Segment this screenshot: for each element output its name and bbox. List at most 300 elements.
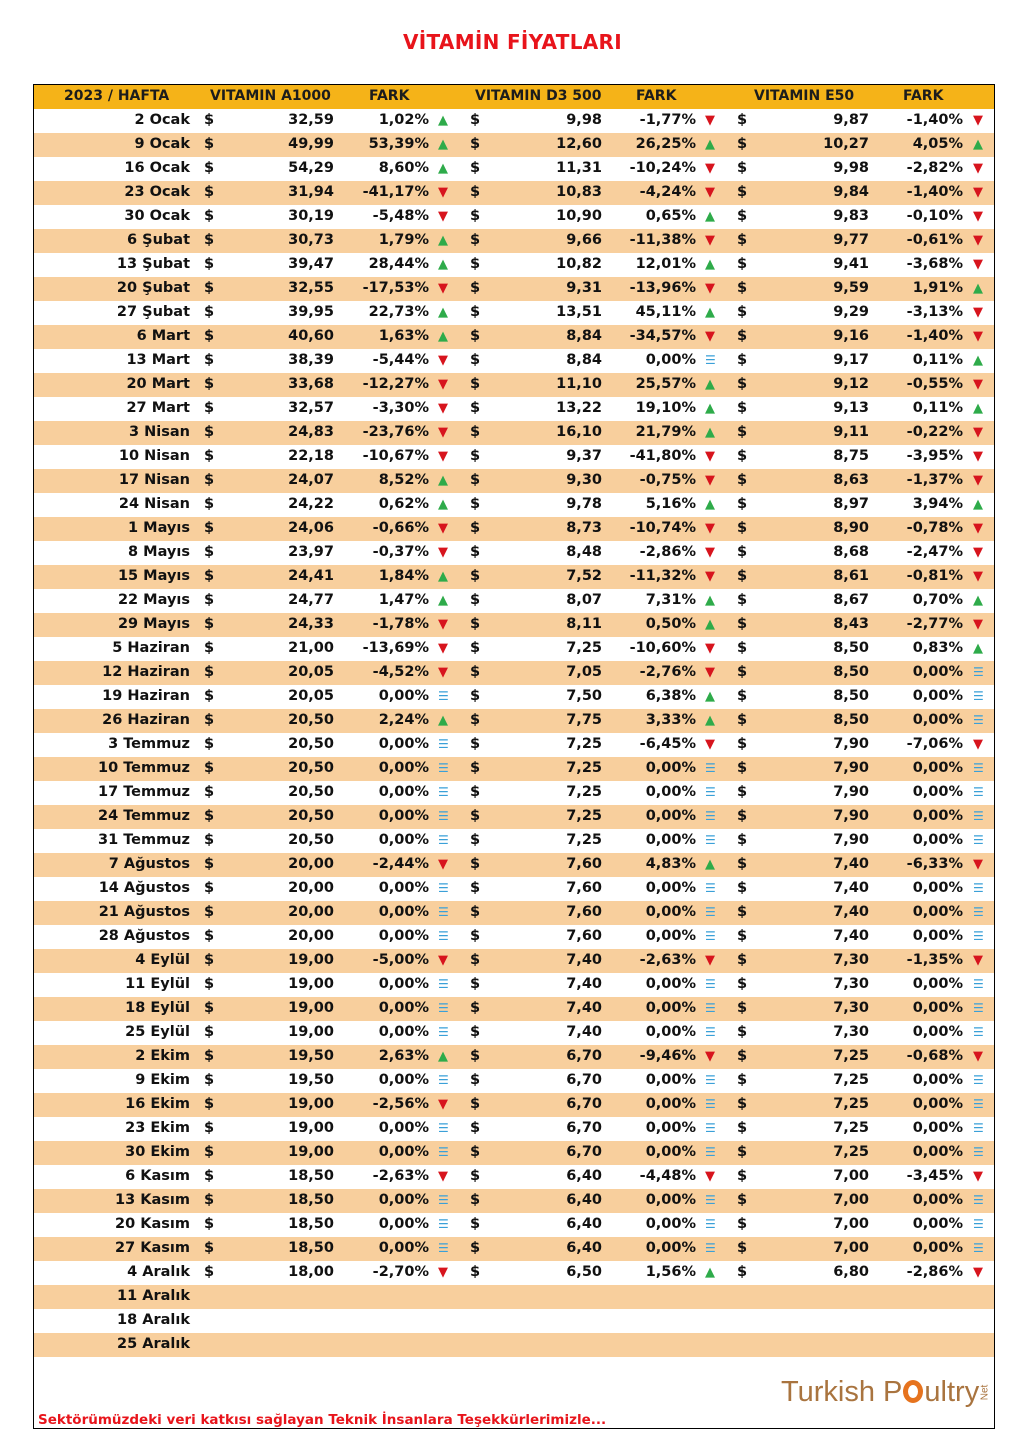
table-row [34,1141,994,1165]
currency-d: $ [470,352,481,368]
week-cell: 16 Ocak [124,160,190,176]
fark-e50: -6,33% [906,856,963,872]
currency-e: $ [737,280,748,296]
fark-d3: -0,75% [639,472,696,488]
equal-lines-icon: ☰ [438,905,449,919]
equal-lines-icon: ☰ [973,785,984,799]
table-row [34,805,994,829]
fark-e50: 0,00% [912,928,963,944]
price-d3: 7,52 [566,568,602,584]
price-a1000: 21,00 [288,640,334,656]
currency-e: $ [737,1120,748,1136]
up-triangle-icon: ▲ [438,497,448,512]
fark-d3: -6,45% [639,736,696,752]
down-triangle-icon: ▼ [438,545,448,560]
price-e50: 8,50 [833,664,869,680]
fark-a1000: -10,67% [362,448,429,464]
page-title: VİTAMİN FİYATLARI [403,30,622,54]
price-d3: 7,25 [566,808,602,824]
week-cell: 6 Kasım [125,1168,190,1184]
currency-d: $ [470,448,481,464]
logo-text-part1: Turkish P [781,1376,903,1408]
fark-a1000: 0,62% [378,496,429,512]
table-row [34,781,994,805]
price-e50: 8,50 [833,640,869,656]
table-row [34,661,994,685]
price-a1000: 18,00 [288,1264,334,1280]
table-header [34,85,994,109]
header-fark-a: FARK [369,88,410,104]
up-triangle-icon: ▲ [438,113,448,128]
price-d3: 8,84 [566,328,602,344]
currency-a: $ [204,1120,215,1136]
fark-d3: 0,00% [645,832,696,848]
week-cell: 2 Ocak [134,112,190,128]
up-triangle-icon: ▲ [705,1265,715,1280]
week-cell: 13 Kasım [115,1192,190,1208]
price-a1000: 30,19 [288,208,334,224]
equal-lines-icon: ☰ [973,1097,984,1111]
week-cell: 8 Mayıs [128,544,190,560]
price-e50: 9,29 [833,304,869,320]
down-triangle-icon: ▼ [973,857,983,872]
fark-d3: 6,38% [645,688,696,704]
currency-d: $ [470,232,481,248]
up-triangle-icon: ▲ [438,233,448,248]
fark-e50: 1,91% [912,280,963,296]
price-d3: 8,84 [566,352,602,368]
price-d3: 6,50 [566,1264,602,1280]
currency-d: $ [470,592,481,608]
header-vitamin-e50: VITAMIN E50 [754,88,855,104]
price-a1000: 24,41 [288,568,334,584]
price-a1000: 38,39 [288,352,334,368]
currency-d: $ [470,496,481,512]
equal-lines-icon: ☰ [438,785,449,799]
equal-lines-icon: ☰ [705,905,716,919]
week-cell: 14 Ağustos [98,880,190,896]
currency-e: $ [737,856,748,872]
fark-d3: 1,56% [645,1264,696,1280]
currency-a: $ [204,448,215,464]
fark-e50: 0,00% [912,760,963,776]
fark-d3: -10,60% [629,640,696,656]
week-cell: 11 Aralık [117,1288,190,1304]
table-row [34,973,994,997]
currency-a: $ [204,160,215,176]
currency-e: $ [737,328,748,344]
down-triangle-icon: ▼ [705,1049,715,1064]
price-a1000: 31,94 [288,184,334,200]
equal-lines-icon: ☰ [438,1001,449,1015]
fark-a1000: 22,73% [368,304,429,320]
price-a1000: 19,00 [288,1000,334,1016]
currency-a: $ [204,664,215,680]
price-d3: 7,60 [566,856,602,872]
price-a1000: 24,33 [288,616,334,632]
equal-lines-icon: ☰ [438,1121,449,1135]
fark-e50: -2,86% [906,1264,963,1280]
price-d3: 7,40 [566,1024,602,1040]
price-a1000: 19,00 [288,1024,334,1040]
currency-a: $ [204,184,215,200]
down-triangle-icon: ▼ [973,233,983,248]
price-a1000: 20,00 [288,928,334,944]
fark-d3: 0,00% [645,976,696,992]
price-e50: 7,25 [833,1120,869,1136]
currency-d: $ [470,688,481,704]
fark-a1000: 0,00% [378,1024,429,1040]
currency-d: $ [470,208,481,224]
up-triangle-icon: ▲ [438,329,448,344]
down-triangle-icon: ▼ [973,185,983,200]
price-a1000: 20,00 [288,904,334,920]
table-row [34,1069,994,1093]
currency-d: $ [470,712,481,728]
currency-a: $ [204,1096,215,1112]
price-e50: 6,80 [833,1264,869,1280]
price-d3: 6,40 [566,1240,602,1256]
fark-d3: 0,00% [645,880,696,896]
price-d3: 8,11 [566,616,602,632]
price-e50: 7,90 [833,808,869,824]
table-row [34,709,994,733]
currency-a: $ [204,976,215,992]
down-triangle-icon: ▼ [438,857,448,872]
equal-lines-icon: ☰ [705,809,716,823]
equal-lines-icon: ☰ [705,1073,716,1087]
currency-a: $ [204,328,215,344]
fark-a1000: 8,60% [378,160,429,176]
fark-e50: 0,00% [912,1144,963,1160]
price-a1000: 19,50 [288,1072,334,1088]
currency-a: $ [204,1240,215,1256]
price-d3: 6,70 [566,1096,602,1112]
currency-d: $ [470,256,481,272]
price-e50: 8,43 [833,616,869,632]
price-d3: 9,30 [566,472,602,488]
price-d3: 7,50 [566,688,602,704]
price-a1000: 32,59 [288,112,334,128]
price-d3: 7,75 [566,712,602,728]
price-a1000: 20,50 [288,712,334,728]
price-d3: 7,60 [566,880,602,896]
table-row [34,1213,994,1237]
header-week: 2023 / HAFTA [64,88,170,104]
currency-d: $ [470,1264,481,1280]
price-a1000: 20,00 [288,856,334,872]
down-triangle-icon: ▼ [438,281,448,296]
fark-e50: -0,81% [906,568,963,584]
price-e50: 7,00 [833,1216,869,1232]
up-triangle-icon: ▲ [973,137,983,152]
up-triangle-icon: ▲ [705,401,715,416]
fark-e50: 0,00% [912,784,963,800]
price-e50: 8,90 [833,520,869,536]
currency-e: $ [737,352,748,368]
down-triangle-icon: ▼ [705,641,715,656]
equal-lines-icon: ☰ [705,353,716,367]
down-triangle-icon: ▼ [438,425,448,440]
currency-e: $ [737,880,748,896]
price-a1000: 49,99 [288,136,334,152]
price-e50: 8,75 [833,448,869,464]
equal-lines-icon: ☰ [973,833,984,847]
currency-a: $ [204,880,215,896]
table-row [34,1021,994,1045]
up-triangle-icon: ▲ [705,617,715,632]
fark-d3: 12,01% [635,256,696,272]
fark-e50: 0,00% [912,1096,963,1112]
fark-a1000: -13,69% [362,640,429,656]
currency-e: $ [737,592,748,608]
currency-d: $ [470,1000,481,1016]
week-cell: 18 Aralık [117,1312,190,1328]
down-triangle-icon: ▼ [705,521,715,536]
price-a1000: 18,50 [288,1168,334,1184]
fark-a1000: 1,84% [378,568,429,584]
fark-e50: -0,78% [906,520,963,536]
fark-a1000: -5,00% [372,952,429,968]
price-e50: 7,40 [833,880,869,896]
currency-d: $ [470,880,481,896]
fark-a1000: 0,00% [378,1000,429,1016]
table-row [34,1093,994,1117]
price-a1000: 20,50 [288,808,334,824]
fark-e50: -0,68% [906,1048,963,1064]
table-row [34,853,994,877]
price-a1000: 20,50 [288,784,334,800]
currency-d: $ [470,856,481,872]
currency-e: $ [737,1048,748,1064]
currency-a: $ [204,856,215,872]
price-e50: 7,30 [833,1000,869,1016]
price-d3: 12,60 [556,136,602,152]
price-e50: 7,30 [833,976,869,992]
equal-lines-icon: ☰ [705,1025,716,1039]
fark-a1000: 53,39% [368,136,429,152]
currency-a: $ [204,1024,215,1040]
up-triangle-icon: ▲ [438,473,448,488]
table-row [34,325,994,349]
week-cell: 20 Kasım [115,1216,190,1232]
currency-a: $ [204,472,215,488]
fark-d3: -2,76% [639,664,696,680]
currency-d: $ [470,544,481,560]
equal-lines-icon: ☰ [705,833,716,847]
price-e50: 9,17 [833,352,869,368]
price-e50: 9,84 [833,184,869,200]
logo-egg-icon [903,1380,923,1403]
price-d3: 13,51 [556,304,602,320]
currency-d: $ [470,136,481,152]
week-cell: 10 Nisan [118,448,190,464]
week-cell: 16 Ekim [125,1096,190,1112]
table-row [34,1117,994,1141]
fark-e50: -2,47% [906,544,963,560]
up-triangle-icon: ▲ [705,497,715,512]
down-triangle-icon: ▼ [438,377,448,392]
currency-d: $ [470,1048,481,1064]
price-d3: 10,83 [556,184,602,200]
table-row [34,757,994,781]
currency-d: $ [470,1216,481,1232]
fark-e50: -0,61% [906,232,963,248]
fark-e50: -1,40% [906,112,963,128]
price-a1000: 32,55 [288,280,334,296]
down-triangle-icon: ▼ [705,281,715,296]
currency-d: $ [470,1192,481,1208]
fark-d3: -34,57% [629,328,696,344]
fark-d3: 3,33% [645,712,696,728]
week-cell: 9 Ocak [134,136,190,152]
down-triangle-icon: ▼ [973,1265,983,1280]
week-cell: 20 Şubat [116,280,190,296]
price-d3: 7,05 [566,664,602,680]
fark-a1000: 0,00% [378,760,429,776]
price-a1000: 40,60 [288,328,334,344]
fark-e50: -1,40% [906,328,963,344]
currency-e: $ [737,952,748,968]
down-triangle-icon: ▼ [973,113,983,128]
price-e50: 7,25 [833,1048,869,1064]
week-cell: 4 Eylül [135,952,190,968]
fark-a1000: 0,00% [378,880,429,896]
up-triangle-icon: ▲ [438,593,448,608]
week-cell: 20 Mart [126,376,190,392]
price-e50: 8,68 [833,544,869,560]
fark-d3: 7,31% [645,592,696,608]
price-a1000: 39,47 [288,256,334,272]
currency-e: $ [737,1096,748,1112]
week-cell: 27 Şubat [116,304,190,320]
down-triangle-icon: ▼ [438,185,448,200]
down-triangle-icon: ▼ [438,1097,448,1112]
fark-e50: 0,70% [912,592,963,608]
fark-e50: -0,22% [906,424,963,440]
currency-a: $ [204,232,215,248]
fark-a1000: -17,53% [362,280,429,296]
table-row [34,493,994,517]
equal-lines-icon: ☰ [973,1025,984,1039]
fark-e50: 0,11% [912,352,963,368]
equal-lines-icon: ☰ [705,1145,716,1159]
fark-a1000: 0,00% [378,1192,429,1208]
fark-d3: 0,00% [645,1096,696,1112]
week-cell: 10 Temmuz [97,760,190,776]
price-d3: 7,60 [566,928,602,944]
price-a1000: 20,50 [288,760,334,776]
down-triangle-icon: ▼ [705,545,715,560]
table-row [34,565,994,589]
fark-d3: 0,00% [645,1216,696,1232]
table-row [34,253,994,277]
currency-e: $ [737,808,748,824]
fark-d3: -10,24% [629,160,696,176]
up-triangle-icon: ▲ [705,209,715,224]
price-a1000: 30,73 [288,232,334,248]
equal-lines-icon: ☰ [705,1193,716,1207]
currency-e: $ [737,616,748,632]
down-triangle-icon: ▼ [705,953,715,968]
fark-e50: 0,11% [912,400,963,416]
equal-lines-icon: ☰ [973,905,984,919]
table-row [34,541,994,565]
fark-e50: 0,00% [912,664,963,680]
price-d3: 7,40 [566,976,602,992]
currency-e: $ [737,1168,748,1184]
fark-e50: -3,68% [906,256,963,272]
fark-a1000: -4,52% [372,664,429,680]
fark-a1000: -12,27% [362,376,429,392]
currency-e: $ [737,832,748,848]
table-row [34,373,994,397]
equal-lines-icon: ☰ [438,809,449,823]
currency-a: $ [204,544,215,560]
price-a1000: 24,83 [288,424,334,440]
currency-e: $ [737,208,748,224]
currency-d: $ [470,928,481,944]
fark-d3: 0,00% [645,352,696,368]
currency-e: $ [737,1264,748,1280]
price-a1000: 19,00 [288,1096,334,1112]
price-a1000: 20,50 [288,736,334,752]
fark-d3: 0,00% [645,928,696,944]
price-d3: 7,40 [566,952,602,968]
currency-e: $ [737,928,748,944]
fark-e50: -2,82% [906,160,963,176]
turkish-poultry-logo [781,1376,995,1412]
currency-d: $ [470,784,481,800]
price-a1000: 22,18 [288,448,334,464]
fark-e50: 0,00% [912,904,963,920]
up-triangle-icon: ▲ [438,305,448,320]
fark-d3: 0,00% [645,784,696,800]
currency-e: $ [737,1144,748,1160]
price-d3: 7,25 [566,784,602,800]
week-cell: 17 Temmuz [97,784,190,800]
down-triangle-icon: ▼ [438,953,448,968]
currency-d: $ [470,328,481,344]
header-vitamin-a1000: VITAMIN A1000 [210,88,331,104]
currency-d: $ [470,760,481,776]
currency-a: $ [204,1144,215,1160]
equal-lines-icon: ☰ [438,1025,449,1039]
down-triangle-icon: ▼ [438,665,448,680]
price-d3: 8,07 [566,592,602,608]
price-a1000: 24,22 [288,496,334,512]
price-d3: 9,98 [566,112,602,128]
price-a1000: 18,50 [288,1192,334,1208]
price-a1000: 20,00 [288,880,334,896]
down-triangle-icon: ▼ [438,209,448,224]
equal-lines-icon: ☰ [705,1001,716,1015]
currency-a: $ [204,688,215,704]
equal-lines-icon: ☰ [438,833,449,847]
price-d3: 10,82 [556,256,602,272]
up-triangle-icon: ▲ [705,713,715,728]
fark-d3: 0,00% [645,1000,696,1016]
price-e50: 9,16 [833,328,869,344]
currency-e: $ [737,736,748,752]
fark-d3: -2,86% [639,544,696,560]
fark-d3: -2,63% [639,952,696,968]
week-cell: 12 Haziran [102,664,190,680]
price-a1000: 33,68 [288,376,334,392]
price-e50: 8,50 [833,712,869,728]
table-row [34,1333,994,1357]
fark-e50: 0,00% [912,832,963,848]
